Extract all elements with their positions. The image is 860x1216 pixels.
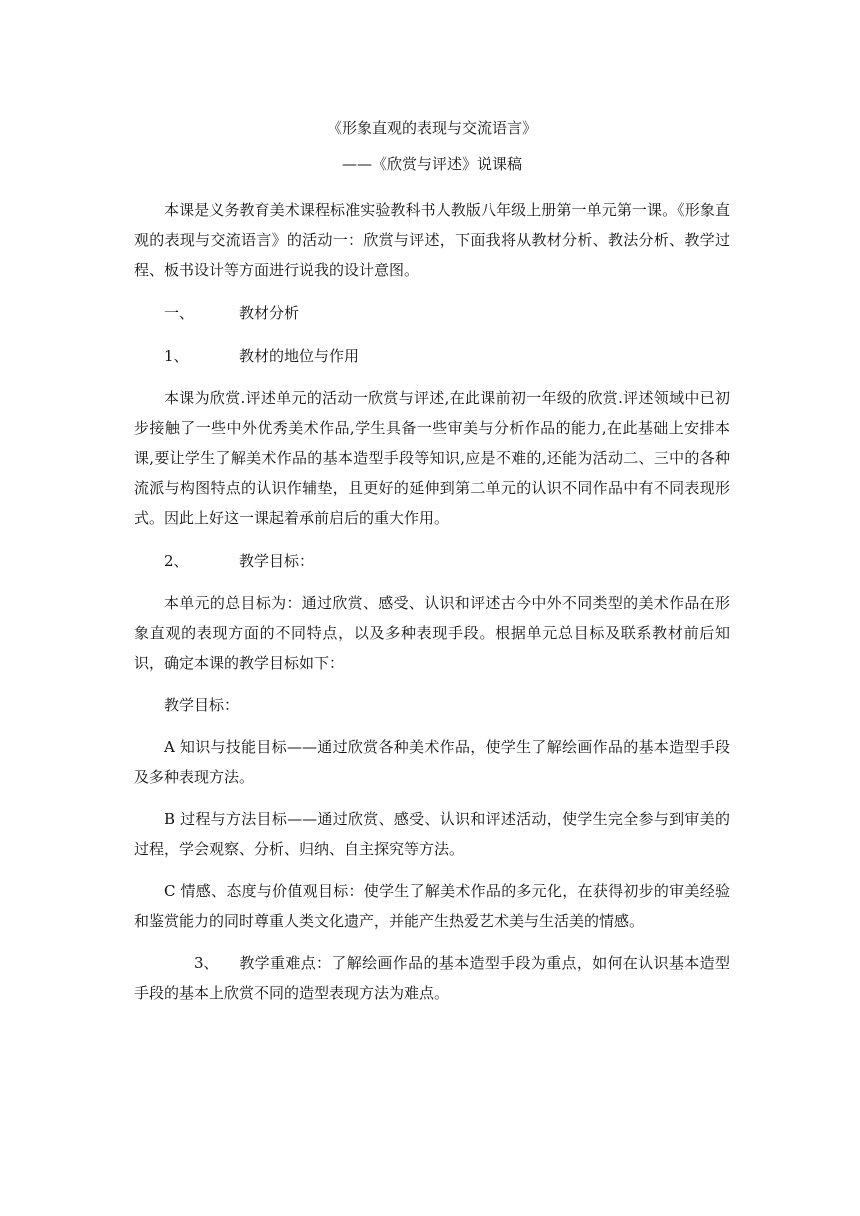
document-body xyxy=(134,113,730,1008)
section-title: 教材分析 xyxy=(239,304,300,322)
item3-text: 教学重难点：了解绘画作品的基本造型手段为重点，如何在认识基本造型手段的基本上欣赏不同的造型表现方法为难点。 xyxy=(134,954,730,1002)
item2-paragraph: 本单元的总目标为：通过欣赏、感受、认识和评述古今中外不同类型的美术作品在形象直观的表现方面的不同特点，以及多种表现手段。根据单元总目标及联系教材前后知识，确定本课的教学目标如下： xyxy=(134,594,730,672)
goal-b-paragraph: B 过程与方法目标——通过欣赏、感受、认识和评述活动，使学生完全参与到审美的过程，学会观察、分析、归纳、自主探究等方法。 xyxy=(134,810,730,858)
item-heading-2 xyxy=(134,546,730,576)
item-number: 1、 xyxy=(164,347,189,365)
document-subtitle: ——《欣赏与评述》说课稿 xyxy=(341,155,522,173)
item3-paragraph xyxy=(134,948,730,1008)
goal-c-paragraph: C 情感、态度与价值观目标：使学生了解美术作品的多元化，在获得初步的审美经验和鉴赏能力的同时尊重人类文化遗产，并能产生热爱艺术美与生活美的情感。 xyxy=(134,882,730,930)
document-title: 《形象直观的表现与交流语言》 xyxy=(326,119,537,137)
item-title: 教学目标： xyxy=(239,552,315,570)
item-title: 教材的地位与作用 xyxy=(239,347,360,365)
goals-label: 教学目标： xyxy=(164,696,240,714)
intro-paragraph: 本课是义务教育美术课程标准实验教科书人教版八年级上册第一单元第一课。《形象直观的表现与交流语言》的活动一：欣赏与评述，下面我将从教材分析、教法分析、教学过程、板书设计等方面进行说我的设计意图。 xyxy=(134,201,730,279)
goal-a-paragraph: A 知识与技能目标——通过欣赏各种美术作品，使学生了解绘画作品的基本造型手段及多种表现方法。 xyxy=(134,738,730,786)
section-heading-1 xyxy=(134,298,730,328)
item-number: 2、 xyxy=(164,552,189,570)
item-heading-1 xyxy=(134,341,730,371)
section-number: 一、 xyxy=(164,304,195,322)
item1-paragraph: 本课为欣赏.评述单元的活动一欣赏与评述,在此课前初一年级的欣赏.评述领域中已初步接触了一些中外优秀美术作品,学生具备一些审美与分析作品的能力,在此基础上安排本课,要让学生了解美术作品的基本造型手段等知识,应是不难的,还能为活动二、三中的各种流派与构图特点的认识作辅垫，且更好的延伸到第二单元的认识不同作品中有不同表现形式。因此上好这一课起着承前启后的重大作用。 xyxy=(134,389,730,527)
item-number: 3、 xyxy=(194,954,219,972)
